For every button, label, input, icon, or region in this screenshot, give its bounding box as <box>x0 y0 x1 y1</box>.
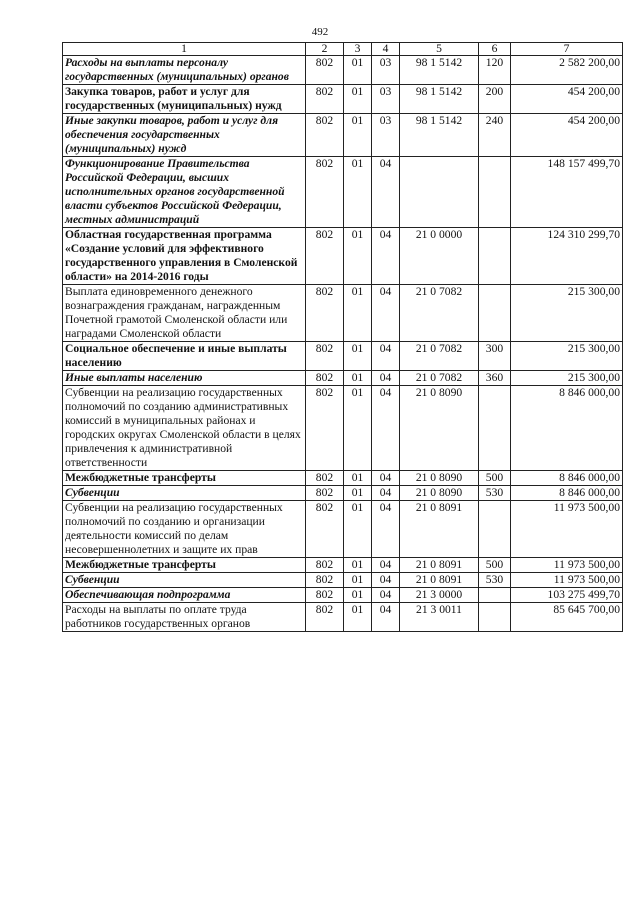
page-number: 492 <box>311 26 329 38</box>
table-row <box>63 114 623 157</box>
expense-type-cell: 240 <box>479 114 511 157</box>
header-cell: 3 <box>344 43 372 56</box>
row-name-cell: Областная государственная программа «Создание условий для эффективного государственного управления в Смоленской области» на 2014-2016 годы <box>63 228 306 285</box>
header-cell: 2 <box>306 43 344 56</box>
amount-cell: 85 645 700,00 <box>511 603 623 632</box>
table-row <box>63 371 623 386</box>
table-row <box>63 157 623 228</box>
target-article-cell: 21 3 0011 <box>400 603 479 632</box>
ved-code-cell: 802 <box>306 471 344 486</box>
table-row <box>63 486 623 501</box>
expense-type-cell: 360 <box>479 371 511 386</box>
subsection-code-cell: 04 <box>372 603 400 632</box>
amount-cell: 103 275 499,70 <box>511 588 623 603</box>
expense-type-cell <box>479 285 511 342</box>
amount-cell: 124 310 299,70 <box>511 228 623 285</box>
row-name-cell: Иные выплаты населению <box>63 371 306 386</box>
target-article-cell: 21 0 8090 <box>400 486 479 501</box>
section-code-cell: 01 <box>344 573 372 588</box>
ved-code-cell: 802 <box>306 85 344 114</box>
row-name-cell: Субвенции <box>63 573 306 588</box>
expense-type-cell: 300 <box>479 342 511 371</box>
amount-cell: 11 973 500,00 <box>511 558 623 573</box>
table-row <box>63 558 623 573</box>
section-code-cell: 01 <box>344 386 372 471</box>
table-row <box>63 386 623 471</box>
section-code-cell: 01 <box>344 471 372 486</box>
amount-cell: 454 200,00 <box>511 114 623 157</box>
amount-cell: 11 973 500,00 <box>511 501 623 558</box>
section-code-cell: 01 <box>344 85 372 114</box>
amount-cell: 11 973 500,00 <box>511 573 623 588</box>
expense-type-cell: 500 <box>479 558 511 573</box>
row-name-cell: Субвенции <box>63 486 306 501</box>
expense-type-cell <box>479 386 511 471</box>
subsection-code-cell: 04 <box>372 285 400 342</box>
section-code-cell: 01 <box>344 501 372 558</box>
section-code-cell: 01 <box>344 603 372 632</box>
row-name-cell: Расходы на выплаты персоналу государственных (муниципальных) органов <box>63 56 306 85</box>
expense-type-cell <box>479 588 511 603</box>
header-cell: 6 <box>479 43 511 56</box>
expense-type-cell <box>479 603 511 632</box>
amount-cell: 8 846 000,00 <box>511 386 623 471</box>
row-name-cell: Обеспечивающая подпрограмма <box>63 588 306 603</box>
expense-type-cell: 120 <box>479 56 511 85</box>
ved-code-cell: 802 <box>306 157 344 228</box>
row-name-cell: Межбюджетные трансферты <box>63 558 306 573</box>
target-article-cell: 98 1 5142 <box>400 56 479 85</box>
target-article-cell: 21 0 8090 <box>400 471 479 486</box>
ved-code-cell: 802 <box>306 573 344 588</box>
target-article-cell: 21 0 8091 <box>400 558 479 573</box>
row-name-cell: Иные закупки товаров, работ и услуг для обеспечения государственных (муниципальных) нужд <box>63 114 306 157</box>
row-name-cell: Функционирование Правительства Российской Федерации, высших исполнительных органов государственной власти субъектов Российской Федерации, местных администраций <box>63 157 306 228</box>
section-code-cell: 01 <box>344 371 372 386</box>
subsection-code-cell: 04 <box>372 157 400 228</box>
subsection-code-cell: 03 <box>372 56 400 85</box>
amount-cell: 215 300,00 <box>511 371 623 386</box>
row-name-cell: Социальное обеспечение и иные выплаты населению <box>63 342 306 371</box>
table-row <box>63 603 623 632</box>
subsection-code-cell: 04 <box>372 471 400 486</box>
section-code-cell: 01 <box>344 285 372 342</box>
subsection-code-cell: 04 <box>372 228 400 285</box>
table-row <box>63 588 623 603</box>
expense-type-cell: 530 <box>479 573 511 588</box>
table-row <box>63 342 623 371</box>
target-article-cell: 21 0 0000 <box>400 228 479 285</box>
section-code-cell: 01 <box>344 228 372 285</box>
table-row <box>63 573 623 588</box>
subsection-code-cell: 03 <box>372 114 400 157</box>
target-article-cell: 21 0 7082 <box>400 342 479 371</box>
target-article-cell: 21 0 8090 <box>400 386 479 471</box>
ved-code-cell: 802 <box>306 603 344 632</box>
subsection-code-cell: 04 <box>372 371 400 386</box>
subsection-code-cell: 04 <box>372 558 400 573</box>
ved-code-cell: 802 <box>306 228 344 285</box>
section-code-cell: 01 <box>344 157 372 228</box>
amount-cell: 148 157 499,70 <box>511 157 623 228</box>
subsection-code-cell: 04 <box>372 501 400 558</box>
expense-type-cell: 530 <box>479 486 511 501</box>
expense-type-cell: 500 <box>479 471 511 486</box>
row-name-cell: Субвенции на реализацию государственных полномочий по созданию и организации деятельности комиссий по делам несовершеннолетних и защите их прав <box>63 501 306 558</box>
section-code-cell: 01 <box>344 486 372 501</box>
expense-type-cell <box>479 157 511 228</box>
section-code-cell: 01 <box>344 114 372 157</box>
amount-cell: 454 200,00 <box>511 85 623 114</box>
ved-code-cell: 802 <box>306 501 344 558</box>
ved-code-cell: 802 <box>306 386 344 471</box>
table-row <box>63 85 623 114</box>
ved-code-cell: 802 <box>306 558 344 573</box>
ved-code-cell: 802 <box>306 588 344 603</box>
expense-type-cell <box>479 228 511 285</box>
target-article-cell: 98 1 5142 <box>400 85 479 114</box>
row-name-cell: Выплата единовременного денежного вознаграждения гражданам, награжденным Почетной грамотой Смоленской области или наградами Смоленской области <box>63 285 306 342</box>
table-row <box>63 285 623 342</box>
row-name-cell: Межбюджетные трансферты <box>63 471 306 486</box>
subsection-code-cell: 04 <box>372 342 400 371</box>
amount-cell: 2 582 200,00 <box>511 56 623 85</box>
target-article-cell <box>400 157 479 228</box>
header-row <box>63 43 623 56</box>
header-cell: 5 <box>400 43 479 56</box>
subsection-code-cell: 03 <box>372 85 400 114</box>
subsection-code-cell: 04 <box>372 386 400 471</box>
row-name-cell: Закупка товаров, работ и услуг для государственных (муниципальных) нужд <box>63 85 306 114</box>
row-name-cell: Расходы на выплаты по оплате труда работников государственных органов <box>63 603 306 632</box>
target-article-cell: 21 0 8091 <box>400 573 479 588</box>
ved-code-cell: 802 <box>306 371 344 386</box>
target-article-cell: 98 1 5142 <box>400 114 479 157</box>
subsection-code-cell: 04 <box>372 486 400 501</box>
section-code-cell: 01 <box>344 588 372 603</box>
section-code-cell: 01 <box>344 56 372 85</box>
header-cell: 4 <box>372 43 400 56</box>
row-name-cell: Субвенции на реализацию государственных полномочий по созданию административных комиссий в муниципальных районах и городских округах Смоленской области в целях привлечения к административной ответственности <box>63 386 306 471</box>
target-article-cell: 21 3 0000 <box>400 588 479 603</box>
header-cell: 1 <box>63 43 306 56</box>
ved-code-cell: 802 <box>306 285 344 342</box>
table-row <box>63 56 623 85</box>
expense-type-cell <box>479 501 511 558</box>
target-article-cell: 21 0 7082 <box>400 371 479 386</box>
amount-cell: 215 300,00 <box>511 285 623 342</box>
subsection-code-cell: 04 <box>372 588 400 603</box>
target-article-cell: 21 0 8091 <box>400 501 479 558</box>
amount-cell: 8 846 000,00 <box>511 471 623 486</box>
amount-cell: 215 300,00 <box>511 342 623 371</box>
table-row <box>63 471 623 486</box>
ved-code-cell: 802 <box>306 342 344 371</box>
section-code-cell: 01 <box>344 342 372 371</box>
table-row <box>63 228 623 285</box>
amount-cell: 8 846 000,00 <box>511 486 623 501</box>
table-row <box>63 501 623 558</box>
section-code-cell: 01 <box>344 558 372 573</box>
ved-code-cell: 802 <box>306 114 344 157</box>
ved-code-cell: 802 <box>306 486 344 501</box>
header-cell: 7 <box>511 43 623 56</box>
expense-type-cell: 200 <box>479 85 511 114</box>
subsection-code-cell: 04 <box>372 573 400 588</box>
target-article-cell: 21 0 7082 <box>400 285 479 342</box>
budget-table <box>62 42 623 632</box>
ved-code-cell: 802 <box>306 56 344 85</box>
